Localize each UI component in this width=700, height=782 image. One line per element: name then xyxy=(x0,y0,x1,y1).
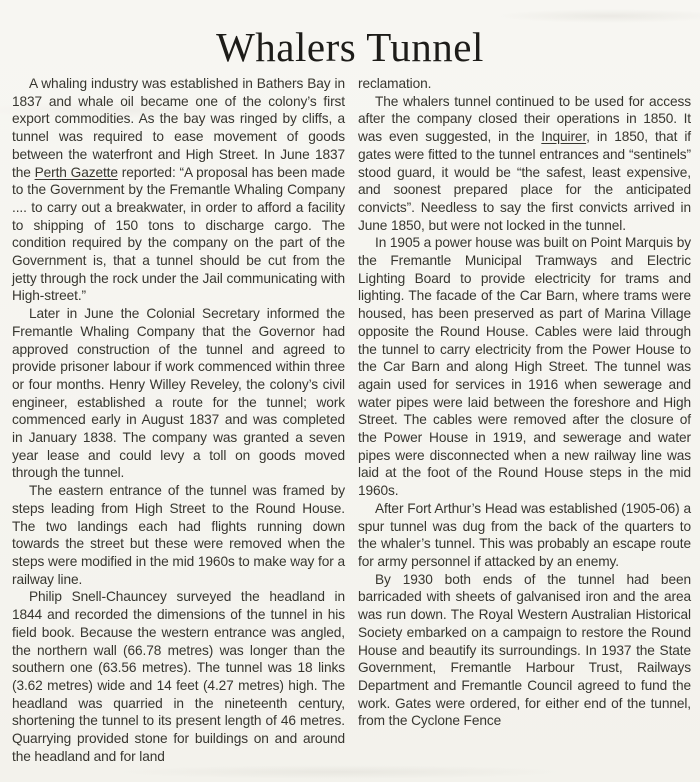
paragraph xyxy=(358,500,691,571)
text-run: , in 1850, that if gates were fitted to the tunnel entrances and “sentinels” stood guard, it would be “the safest, least expensive, and soonest prepared place for the anticipated convicts”. Needless to say the first convicts arrived in June 1850, but were not locked in the tunnel. xyxy=(358,129,691,233)
underlined-term: Inquirer xyxy=(541,129,587,145)
text-run: reported: “A proposal has been made to the Government by the Fremantle Whaling Company .... to carry out a breakwater, in order to afford a facility to shipping of 150 tons to discharge cargo. The condition required by the company on the part of the Government is, that a tunnel should be cut from the jetty through the rock under the Jail communicating with High-street.” xyxy=(12,164,346,304)
text-run: The whalers tunnel continued to be used for access after the company closed their operations in 1850. It was even suggested, in the xyxy=(358,93,691,145)
text-run: By 1930 both ends of the tunnel had been barricaded with sheets of galvanised iron and the area was run down. The Royal Western Australian Historical Society embarked on a campaign to restore the Round House and beautify its surroundings. In 1937 the State Government, Fremantle Harbour Trust, Railways Department and Fremantle Council agreed to fund the work. Gates were ordered, for either end of the tunnel, from the Cyclone Fence xyxy=(358,571,691,729)
text-run: After Fort Arthur’s Head was established (1905-06) a spur tunnel was dug from the back of the quarters to the whaler’s tunnel. This was probably an escape route for army personnel if attacked by an enemy. xyxy=(358,500,691,569)
paragraph xyxy=(12,75,345,305)
paragraph xyxy=(358,75,691,93)
underlined-term: Perth Gazette xyxy=(34,164,118,180)
paragraph xyxy=(12,305,345,482)
text-run: A whaling industry was established in Bathers Bay in 1837 and whale oil became one of the colony’s first export commodities. As the bay was ringed by cliffs, a tunnel was required to ease movement of goods between the waterfront and High Street. In June 1837 the xyxy=(12,76,345,180)
text-run: Later in June the Colonial Secretary informed the Fremantle Whaling Company that the Governor had approved construction of the tunnel and agreed to provide prisoner labour if work commenced within three or four months. Henry Willey Reveley, the colony’s civil engineer, established a route for the tunnel; work commenced early in August 1837 and was completed in January 1838. The company was granted a seven year lease and could levy a toll on goods moved through the tunnel. xyxy=(12,306,345,481)
column-left xyxy=(12,75,345,765)
paragraph xyxy=(12,482,345,588)
paragraph xyxy=(358,234,691,500)
paragraph xyxy=(12,588,345,765)
text-run: reclamation. xyxy=(358,76,432,91)
text-run: Philip Snell-Chauncey surveyed the headland in 1844 and recorded the dimensions of the tunnel in his field book. Because the western entrance was angled, the northern wall (66.78 metres) was longer than the southern one (63.56 metres). The tunnel was 18 links (3.62 metres) wide and 14 feet (4.27 metres) high. The headland was quarried in the nineteenth century, shortening the tunnel to its present length of 46 metres. Quarrying provided stone for buildings on and around the headland and for land xyxy=(12,589,345,764)
paragraph xyxy=(358,571,691,730)
paragraph xyxy=(358,93,691,235)
text-run: In 1905 a power house was built on Point Marquis by the Fremantle Municipal Tramways and Electric Lighting Board to provide electricity for trams and lighting. The facade of the Car Barn, where trams were housed, has been preserved as part of Marina Village opposite the Round House. Cables were laid through the tunnel to carry electricity from the Power House to the Car Barn and along High Street. The tunnel was again used for services in 1916 when sewerage and water pipes were laid between the foreshore and High Street. The cables were removed after the closure of the Power House in 1919, and sewerage and water pipes were disconnected when a new railway line was laid at the foot of the Round House steps in the mid 1960s. xyxy=(358,235,691,499)
column-right xyxy=(358,75,691,765)
article-columns xyxy=(12,75,691,765)
page-title: Whalers Tunnel xyxy=(216,24,484,71)
text-run: The eastern entrance of the tunnel was framed by steps leading from High Street to the Round House. The two landings each had flights running down towards the street but these were removed when the steps were modified in the mid 1960s to make way for a railway line. xyxy=(12,483,345,587)
